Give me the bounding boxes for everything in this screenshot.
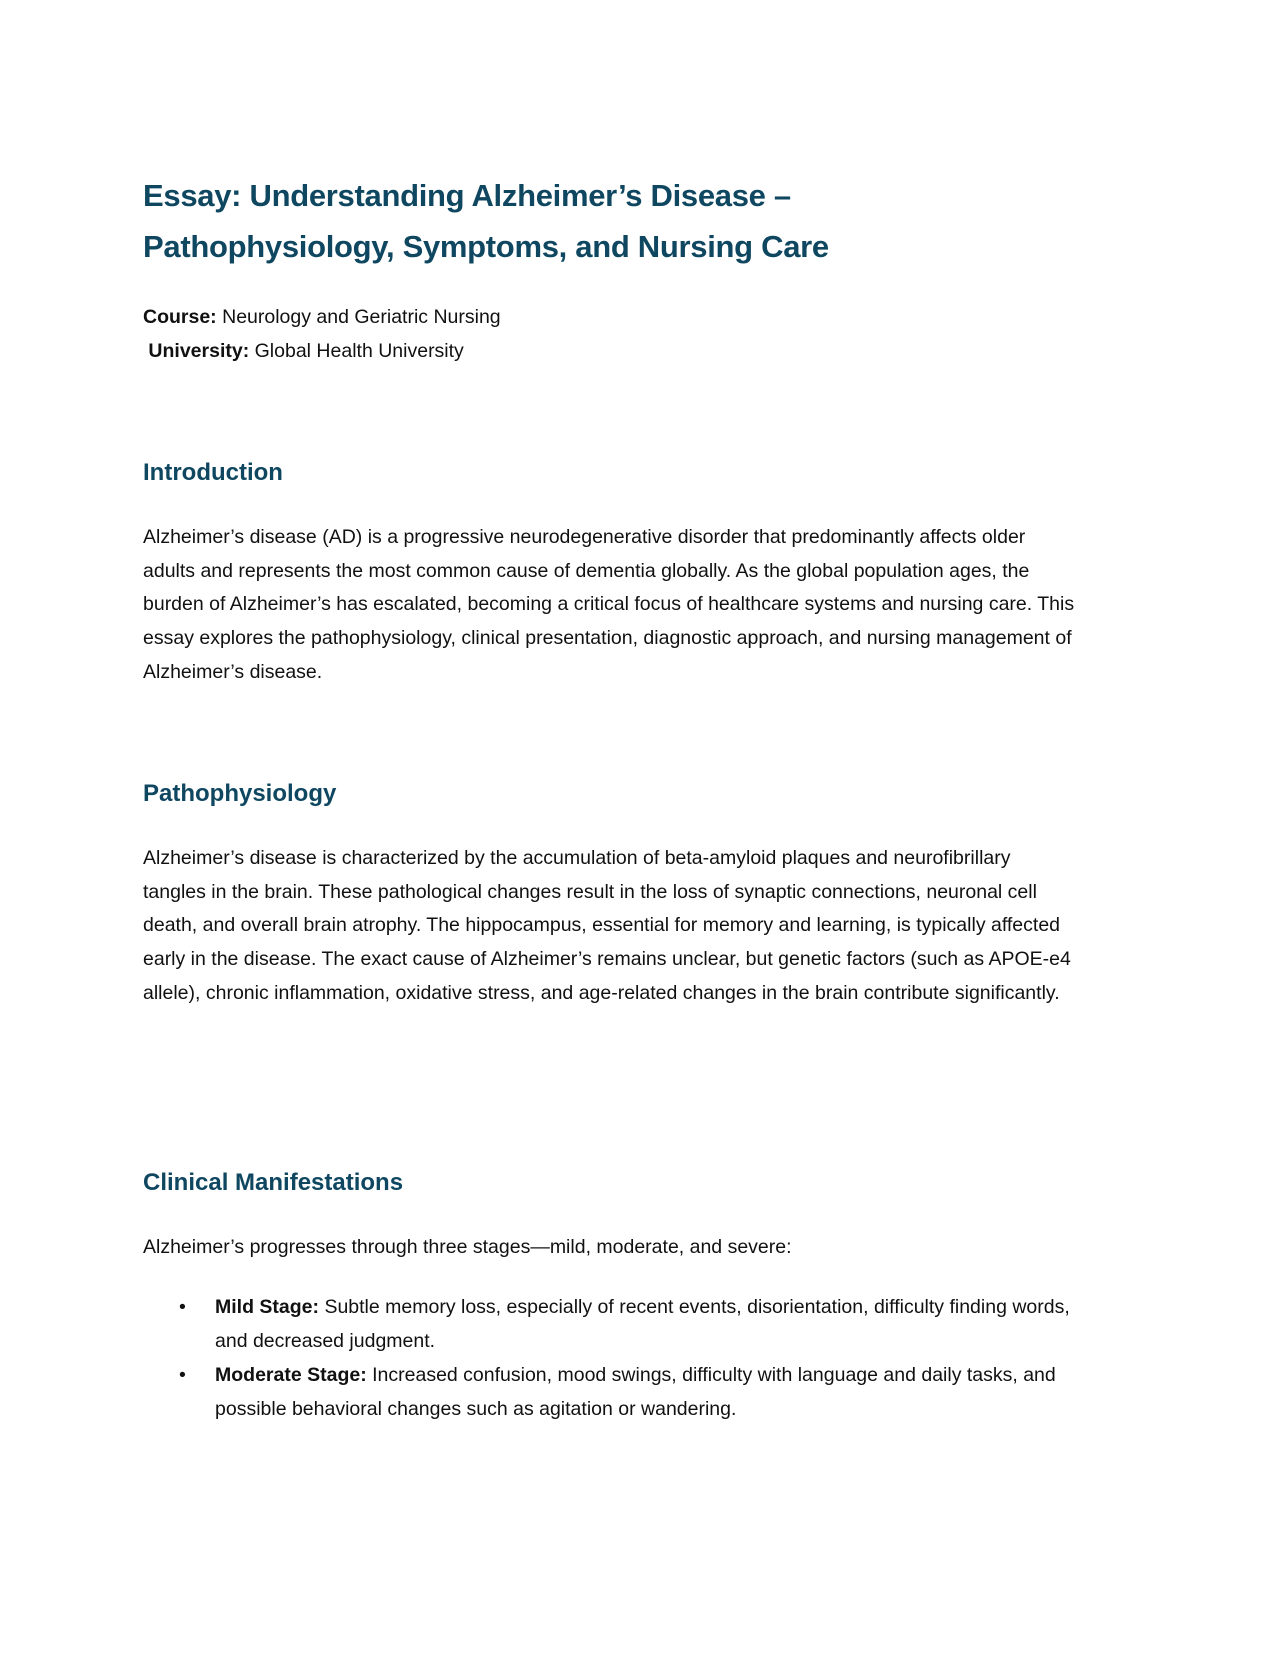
course-label: Course: bbox=[143, 306, 217, 328]
list-item bbox=[143, 1290, 1078, 1358]
list-item-label: Mild Stage: bbox=[215, 1296, 320, 1318]
bullet-icon: • bbox=[179, 1296, 186, 1318]
stages-list bbox=[143, 1290, 1078, 1426]
course-line bbox=[143, 300, 1078, 334]
title-line-1: Essay: Understanding Alzheimer’s Disease – bbox=[143, 178, 791, 213]
document-meta bbox=[143, 300, 1078, 368]
course-value: Neurology and Geriatric Nursing bbox=[222, 306, 501, 328]
university-label: University: bbox=[148, 340, 250, 362]
introduction-paragraph: Alzheimer’s disease (AD) is a progressive neurodegenerative disorder that predominantly affects older adults and represents the most common cause of dementia globally. As the global population ages, the burden of Alzheimer’s has escalated, becoming a critical focus of healthcare systems and nursing care. This essay explores the pathophysiology, clinical presentation, diagnostic approach, and nursing management of Alzheimer’s disease. bbox=[143, 526, 1075, 683]
university-value: Global Health University bbox=[254, 340, 464, 362]
title-line-2: Pathophysiology, Symptoms, and Nursing Care bbox=[143, 229, 829, 264]
university-line bbox=[143, 334, 1078, 368]
document-title bbox=[143, 170, 1078, 272]
pathophysiology-paragraph: Alzheimer’s disease is characterized by the accumulation of beta-amyloid plaques and neurofibrillary tangles in the brain. These pathological changes result in the loss of synaptic connections, neuronal cell death, and overall brain atrophy. The hippocampus, essential for memory and learning, is typically affected early in the disease. The exact cause of Alzheimer’s remains unclear, but genetic factors (such as APOE-e4 allele), chronic inflammation, oxidative stress, and age-related changes in the brain contribute significantly. bbox=[143, 847, 1071, 1004]
heading-pathophysiology: Pathophysiology bbox=[143, 780, 337, 807]
heading-clinical-manifestations: Clinical Manifestations bbox=[143, 1169, 404, 1196]
bullet-icon: • bbox=[179, 1364, 186, 1386]
clinical-intro-paragraph: Alzheimer’s progresses through three stages—mild, moderate, and severe: bbox=[143, 1236, 792, 1258]
list-item-label: Moderate Stage: bbox=[215, 1364, 367, 1386]
list-item-text: Subtle memory loss, especially of recent events, disorientation, difficulty finding words, and decreased judgment. bbox=[215, 1296, 1070, 1352]
list-item bbox=[143, 1358, 1078, 1426]
heading-introduction: Introduction bbox=[143, 459, 283, 486]
list-item-text: Increased confusion, mood swings, difficulty with language and daily tasks, and possible behavioral changes such as agitation or wandering. bbox=[215, 1364, 1056, 1420]
